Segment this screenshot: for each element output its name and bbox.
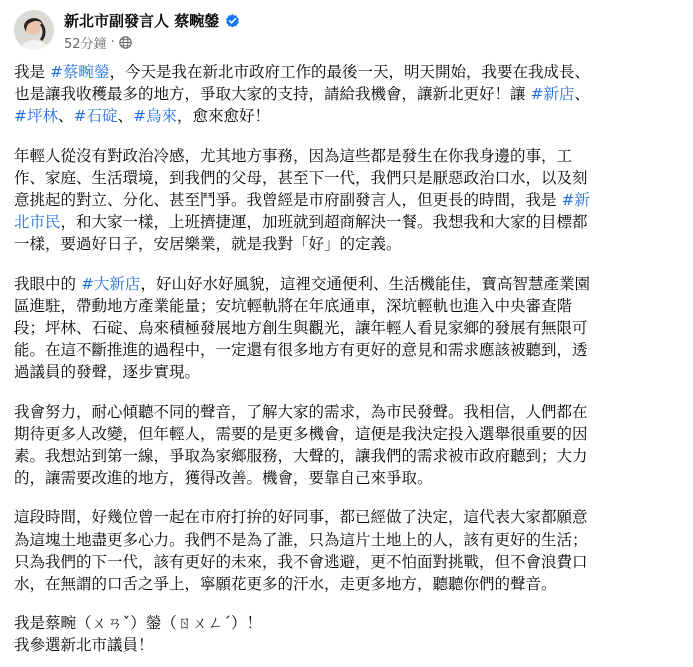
text-line [14, 211, 684, 233]
paragraph-4 [14, 401, 684, 490]
paragraph-5 [14, 506, 684, 595]
text-line: 能。在這不斷推進的過程中，一定還有很多地方有更好的意見和需求應該被聽到，透 [14, 341, 588, 360]
text-line [14, 61, 684, 83]
verified-badge-icon [225, 13, 240, 28]
post-header [14, 6, 674, 56]
text: 意挑起的對立、分化、甚至鬥爭。我曾經是市府副發言人，但更長的時間，我是 [14, 191, 562, 210]
author-row [64, 10, 240, 31]
hashtag-link[interactable]: #石碇 [73, 107, 118, 126]
text-line [14, 105, 684, 127]
text-line: 段；坪林、石碇、烏來積極發展地方創生與觀光，讓年輕人看見家鄉的發展有無限可 [14, 319, 588, 338]
text: 、 [117, 107, 134, 126]
text-line: 素。我想站到第一線，爭取為家鄉服務，大聲的，讓我們的需求被市政府聽到；大力 [14, 447, 588, 466]
text-line [14, 83, 684, 105]
meta-separator: · [110, 35, 115, 50]
text-line: 過議員的發聲，逐步實現。 [14, 363, 201, 382]
post-meta [64, 33, 132, 52]
hashtag-link[interactable]: #蔡畹鎣 [49, 63, 110, 81]
text: ，好山好水好風貌，這裡交通便利、生活機能佳，寶高智慧產業園 [140, 274, 590, 293]
text-line: 只為我們的下一代，該有更好的未來，我不會逃避，更不怕面對挑戰，但不會浪費口 [14, 552, 588, 571]
paragraph-3 [14, 273, 684, 384]
post-body [14, 61, 684, 657]
text: 、 [574, 85, 590, 104]
text: 我是 [14, 63, 50, 81]
text-line: 我會努力，耐心傾聽不同的聲音，了解大家的需求，為市民發聲。我相信，人們都在 [14, 402, 588, 421]
text: ，和大家一樣，上班擠捷運，加班就到超商解決一餐。我想我和大家的目標都 [60, 213, 588, 232]
text-line: 的，讓需要改進的地方，獲得改善。機會，要靠自己來爭取。 [14, 469, 433, 488]
hashtag-link[interactable]: #新 [561, 191, 590, 210]
text: 也是讓我收穫最多的地方，爭取大家的支持，請給我機會，讓新北更好！讓 [14, 85, 531, 104]
text-line: 作、家庭、生活環境，到我們的父母，甚至下一代，我們只是厭惡政治口水，以及刻 [14, 168, 588, 187]
text-line: 期待更多人改變，但年輕人，需要的是更多機會，這便是我決定投入選舉很重要的因 [14, 424, 588, 443]
hashtag-link[interactable]: #大新店 [80, 274, 141, 293]
globe-icon[interactable] [119, 36, 132, 49]
text: ，愈來愈好！ [177, 107, 271, 126]
paragraph-6 [14, 612, 684, 656]
hashtag-link[interactable]: #新店 [530, 85, 575, 104]
text: ，今天是我在新北市政府工作的最後一天，明天開始，我要在我成長、 [109, 63, 590, 81]
text-line [14, 273, 684, 295]
author-name[interactable]: 新北市副發言人 蔡畹鎣 [64, 12, 220, 30]
text-line: 區進駐，帶動地方產業能量；安坑輕軌將在年底通車，深坑輕軌也進入中央審查階 [14, 296, 573, 315]
post-timestamp[interactable]: 52分鐘 [64, 37, 107, 52]
text-line: 一樣，要過好日子，安居樂業，就是我對「好」的定義。 [14, 235, 402, 254]
text-line: 我是蔡畹（ㄨㄢˇ）鎣（ㄖㄨㄥˊ）！ [14, 614, 263, 633]
text-line: 這段時間，好幾位曾一起在市府打拚的好同事，都已經做了決定，這代表大家都願意 [14, 508, 588, 527]
avatar-photo [14, 10, 54, 50]
paragraph-1 [14, 61, 684, 128]
avatar[interactable] [14, 10, 54, 50]
text-line: 我參選新北市議員！ [14, 636, 154, 655]
text-line: 年輕人從沒有對政治冷感，尤其地方事務，因為這些都是發生在你我身邊的事，工 [14, 146, 573, 165]
text-line: 水，在無謂的口舌之爭上，寧願花更多的汗水，走更多地方，聽聽你們的聲音。 [14, 575, 557, 594]
text: 我眼中的 [14, 274, 81, 293]
paragraph-2 [14, 145, 684, 256]
hashtag-link[interactable]: #坪林 [14, 107, 58, 126]
text-line: 為這塊土地盡更多心力。我們不是為了誰，只為這片土地上的人，該有更好的生活； [14, 530, 588, 549]
hashtag-link[interactable]: #烏來 [133, 107, 178, 126]
text-line [14, 189, 684, 211]
hashtag-link[interactable]: 北市民 [14, 213, 61, 232]
text: 、 [58, 107, 74, 126]
